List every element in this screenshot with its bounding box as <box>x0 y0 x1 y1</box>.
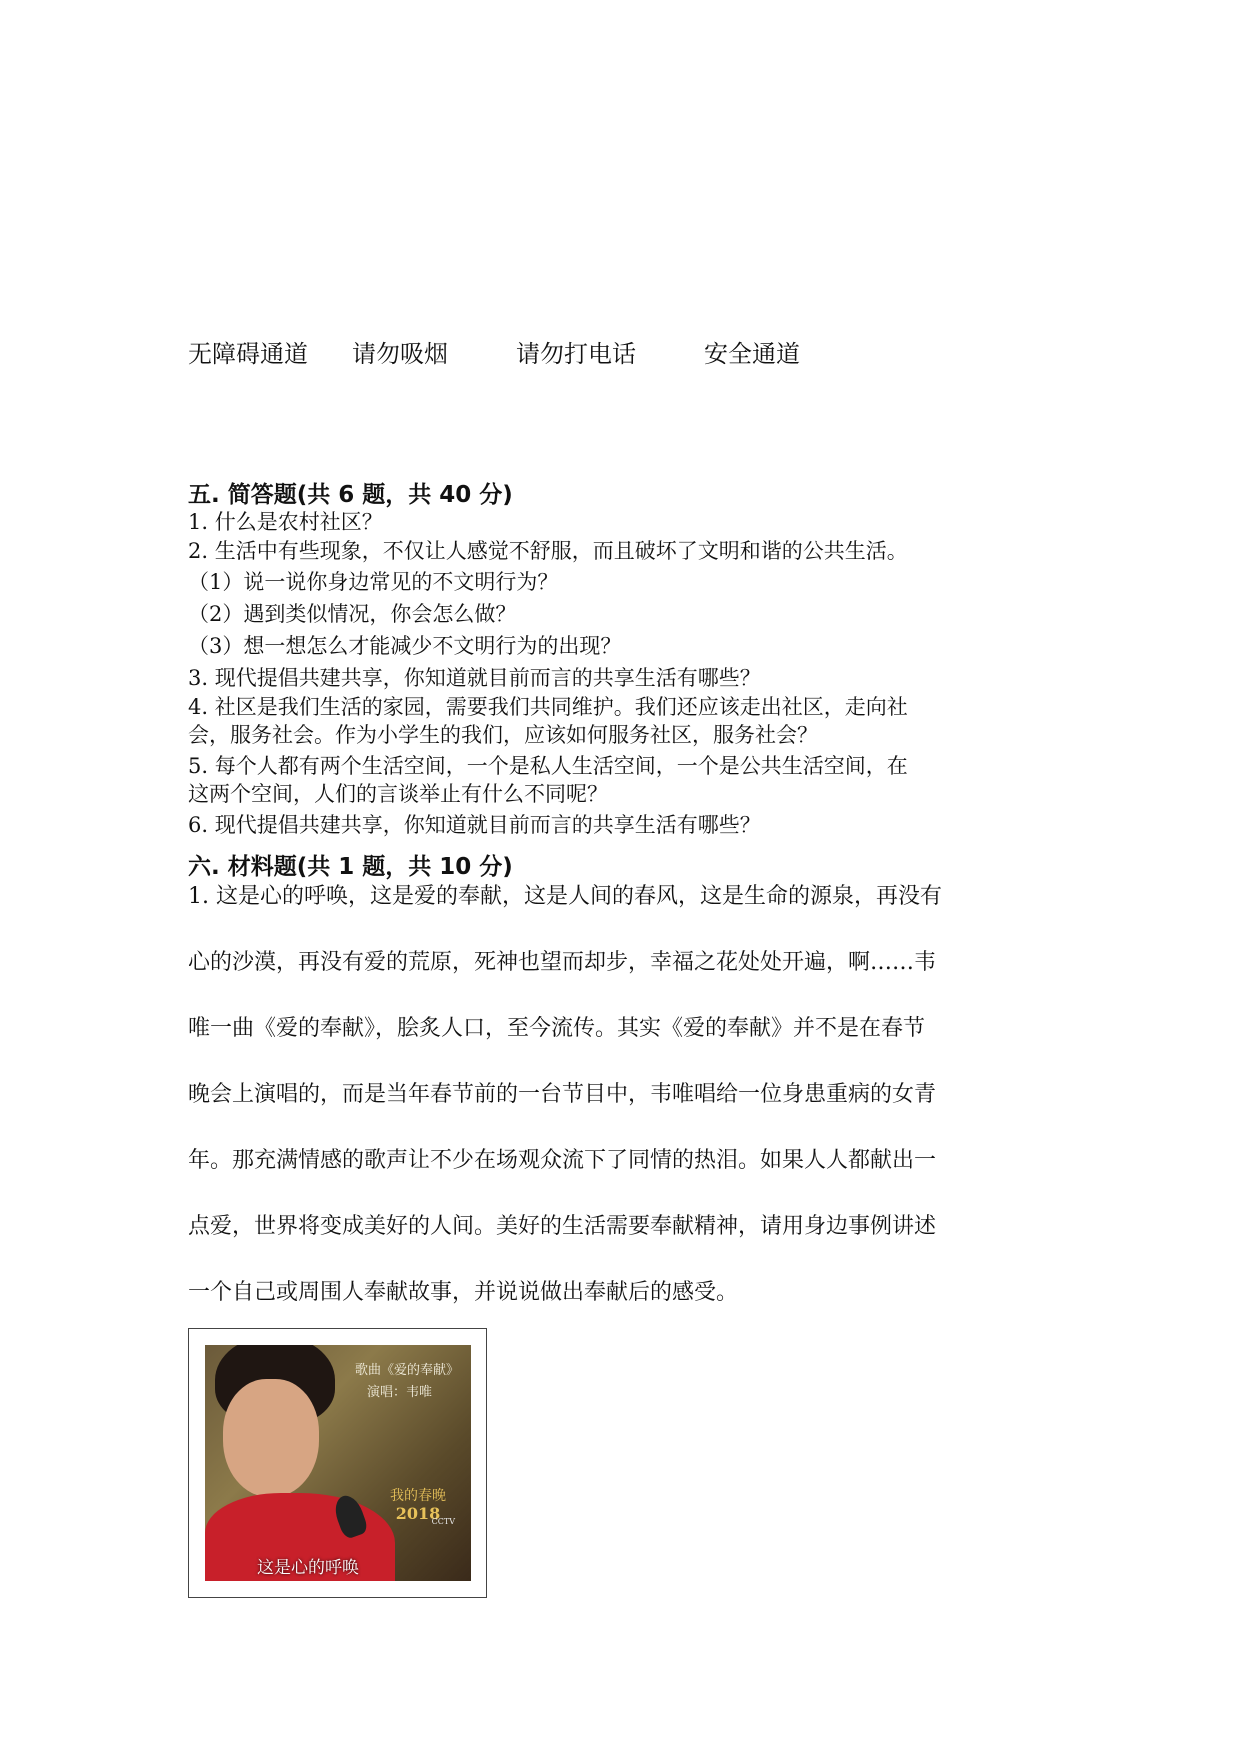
sign-label-no-phone-calls: 请勿打电话 <box>516 340 636 368</box>
logo-text: 我的春晚 <box>390 1488 446 1504</box>
singer-face <box>223 1379 319 1497</box>
material-line: 点爱，世界将变成美好的人间。美好的生活需要奉献精神，请用身边事例讲述 <box>188 1214 937 1239</box>
section-5-question-4-line-2: 会，服务社会。作为小学生的我们，应该如何服务社区，服务社会？ <box>188 723 818 747</box>
sign-label-safety-exit: 安全通道 <box>704 340 800 368</box>
singer-photo-frame <box>188 1328 487 1598</box>
section-5-question-4-line-1: 4. 社区是我们生活的家园，需要我们共同维护。我们还应该走出社区，走向社 <box>188 695 908 719</box>
singer-photo <box>205 1345 471 1581</box>
material-line: 年。那充满情感的歌声让不少在场观众流下了同情的热泪。如果人人都献出一 <box>188 1148 937 1173</box>
section-6-title: 六. 材料题(共 1 题，共 10 分) <box>188 854 513 880</box>
section-5-question-5-line-1: 5. 每个人都有两个生活空间，一个是私人生活空间，一个是公共生活空间，在 <box>188 754 908 778</box>
photo-singer-caption: 演唱：韦唯 <box>367 1385 433 1400</box>
section-5-question-6: 6. 现代提倡共建共享，你知道就目前而言的共享生活有哪些？ <box>188 813 761 837</box>
sign-label-accessible-passage: 无障碍通道 <box>188 340 308 368</box>
section-5-question-2: 2. 生活中有些现象，不仅让人感觉不舒服，而且破坏了文明和谐的公共生活。 <box>188 539 908 563</box>
spring-gala-logo <box>381 1487 455 1553</box>
material-line: 晚会上演唱的，而是当年春节前的一台节目中，韦唯唱给一位身患重病的女青 <box>188 1082 937 1107</box>
section-5-question-2-part-1: （1）说一说你身边常见的不文明行为？ <box>188 570 559 594</box>
material-line: 唯一曲《爱的奉献》，脍炙人口，至今流传。其实《爱的奉献》并不是在春节 <box>188 1016 926 1041</box>
material-passage <box>188 882 1048 1344</box>
section-5-question-1: 1. 什么是农村社区？ <box>188 510 383 534</box>
section-5-question-5-line-2: 这两个空间，人们的言谈举止有什么不同呢？ <box>188 782 608 806</box>
material-line: 心的沙漠，再没有爱的荒原，死神也望而却步，幸福之花处处开遍，啊……韦 <box>188 950 937 975</box>
section-5-title: 五. 简答题(共 6 题，共 40 分) <box>188 482 513 508</box>
photo-subtitle: 这是心的呼唤 <box>257 1558 359 1578</box>
logo-year: 2018 <box>395 1504 441 1523</box>
section-5-question-2-part-2: （2）遇到类似情况，你会怎么做？ <box>188 602 517 626</box>
cctv-logo: CCTV <box>431 1517 455 1526</box>
sign-label-no-smoking: 请勿吸烟 <box>352 340 448 368</box>
section-5-question-3: 3. 现代提倡共建共享，你知道就目前而言的共享生活有哪些？ <box>188 666 761 690</box>
material-line: 1. 这是心的呼唤，这是爱的奉献，这是人间的春风，这是生命的源泉，再没有 <box>188 884 942 909</box>
photo-song-caption: 歌曲《爱的奉献》 <box>355 1363 460 1378</box>
section-5-question-2-part-3: （3）想一想怎么才能减少不文明行为的出现？ <box>188 634 622 658</box>
material-line: 一个自己或周围人奉献故事，并说说做出奉献后的感受。 <box>188 1280 739 1305</box>
